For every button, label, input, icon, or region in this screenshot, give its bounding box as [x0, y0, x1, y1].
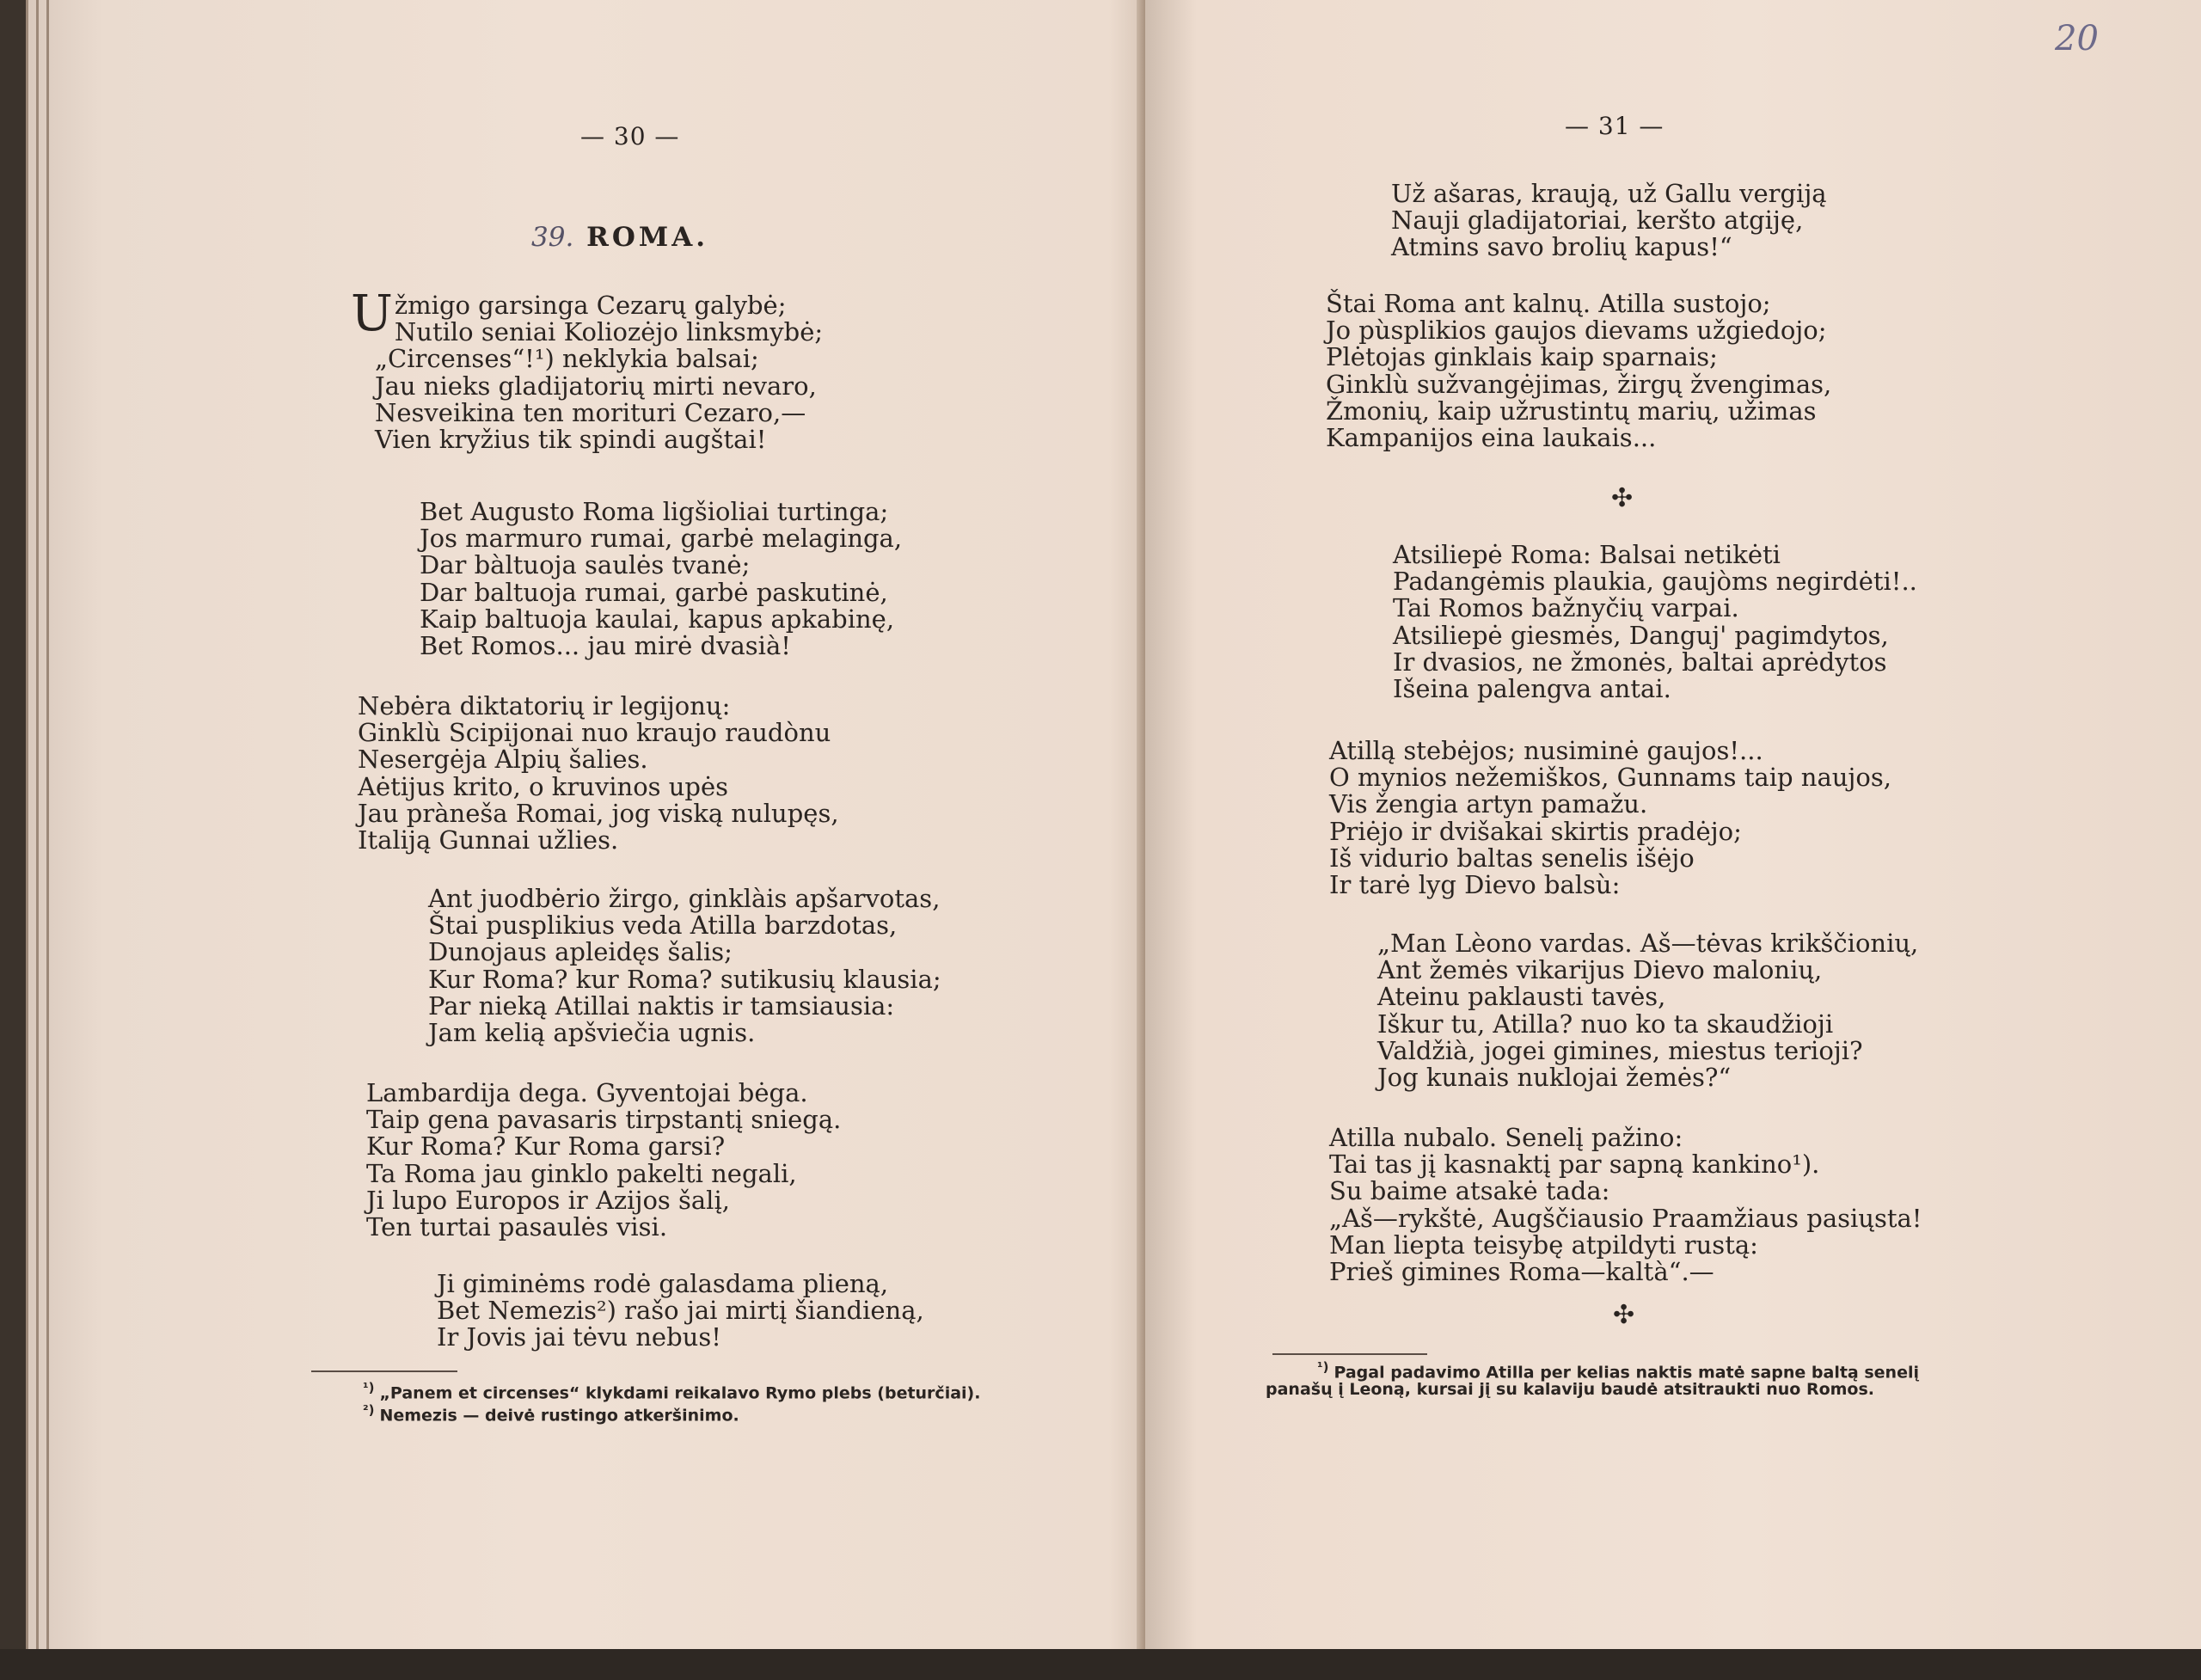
left-page: [26, 0, 1145, 1680]
verse-line: Valdžià, jogei gimines, miestus terioji?: [1377, 1035, 1863, 1065]
stanza-4: [1329, 738, 1891, 898]
drop-cap: U: [351, 284, 393, 342]
verse-line: Ir tarė lyg Dievo balsù:: [1329, 870, 1621, 900]
verse-line: Italiją Gunnai užlies.: [358, 825, 619, 855]
verse-line: Iš vidurio baltas senelis išėjo: [1329, 843, 1695, 873]
poem-title-text: ROMA.: [586, 222, 709, 253]
verse-line: Jos marmuro rumai, garbė melaginga,: [420, 524, 903, 554]
verse-line: Su baime atsakė tada:: [1329, 1176, 1610, 1206]
section-ornament: ✣: [1611, 483, 1634, 513]
verse-line: Jau nieks gladijatorių mirti nevaro,: [375, 371, 817, 401]
footnote-1-continued: panašų į Leoną, kursai jį su kalaviju baudė atsitraukti nuo Romos.: [1266, 1380, 1875, 1399]
verse-line: Prieš gimines Roma—kaltà“.—: [1329, 1257, 1714, 1287]
verse-line: Kampanijos eina laukais...: [1326, 423, 1657, 453]
verse-line: Atsiliepė giesmės, Danguj' pagimdytos,: [1393, 620, 1889, 650]
pencil-page-number: 20: [2055, 19, 2099, 58]
verse-line: Ginklù Scipijonai nuo kraujo raudònu: [358, 718, 831, 748]
verse-line: „Circenses“!¹) neklykia balsai;: [375, 344, 759, 374]
verse-line: Ateinu paklausti tavės,: [1377, 982, 1666, 1012]
footnote-1: $^{^1)}$ „Panem et circenses“ klykdami reikalavo Rymo plebs (beturčiai).: [363, 1380, 981, 1403]
verse-line: Kaip baltuoja kaulai, kapus apkabinę,: [420, 604, 895, 634]
section-ornament: ✣: [1613, 1300, 1635, 1330]
verse-line: Tai tas jį kasnaktį par sapną kankino¹).: [1329, 1150, 1820, 1180]
stanza-5: [366, 1080, 841, 1241]
verse-line: Atillą stebėjos; nusiminė gaujos!...: [1329, 736, 1763, 765]
verse-line: Man liepta teisybę atpildyti rustą:: [1329, 1229, 1758, 1260]
stanza-6: [437, 1271, 924, 1352]
verse-line: Tai Romos bažnyčių varpai.: [1393, 593, 1739, 623]
page-edge: [46, 0, 49, 1680]
verse-line: Užmigo garsinga Cezarų galybė;: [351, 284, 787, 342]
stanza-1: [1391, 181, 1827, 261]
verse-line: Plėtojas ginklais kaip sparnais;: [1326, 342, 1718, 372]
verse-line: „Man Lèono vardas. Aš—tėvas krikščionių,: [1377, 929, 1919, 958]
verse-line: Bet Augusto Roma ligšioliai turtinga;: [420, 497, 889, 526]
footnote-rule: [1272, 1353, 1427, 1355]
scan-background-strip: [0, 1649, 2201, 1680]
verse-line: Štai pusplikius veda Atilla barzdotas,: [428, 911, 898, 941]
verse-line: Dar bàltuoja saulės tvanė;: [420, 550, 751, 580]
poem-title: [531, 222, 708, 253]
stanza-3: [358, 693, 839, 854]
verse-line: Ir dvasios, ne žmonės, baltai aprėdytos: [1393, 647, 1887, 677]
verse-line: Atmins savo brolių kapus!“: [1391, 232, 1732, 262]
footnote-1: $^{^1)}$ Pagal padavimo Atilla per kelias naktis matė sapne baltą senelį: [1317, 1359, 1919, 1383]
stanza-1: [351, 284, 824, 455]
verse-line: Štai Roma ant kalnų. Atilla sustojo;: [1326, 289, 1771, 318]
page-edge: [26, 0, 28, 1680]
verse-line: Atsiliepė Roma: Balsai netikėti: [1393, 540, 1781, 569]
right-page: [1145, 0, 2201, 1680]
verse-line: Ant žemės vikarijus Dievo malonių,: [1377, 955, 1823, 985]
stanza-6: [1329, 1125, 1922, 1285]
footnote-2: $^{^2)}$ Nemezis — deivė rustingo atkeršinimo.: [363, 1402, 739, 1426]
footnote-rule: [311, 1370, 457, 1372]
verse-line: Vien kryžius tik spindi augštai!: [375, 425, 767, 455]
verse-line: Išeina palengva antai.: [1393, 674, 1671, 704]
verse-line: Taip gena pavasaris tirpstantį sniegą.: [366, 1105, 842, 1135]
verse-line: Padangėmis plaukia, gaujòms negirdėti!..: [1393, 567, 1917, 597]
verse-line: Bet Nemezis²) rašo jai mirtį šiandieną,: [437, 1296, 924, 1326]
verse-line: Ginklù sužvangėjimas, žirgų žvengimas,: [1326, 369, 1832, 399]
verse-line: Už ašaras, kraują, už Gallu vergiją: [1391, 179, 1827, 208]
page-number: — 31 —: [1565, 112, 1665, 140]
verse-line: „Aš—rykštė, Augščiausio Praamžiaus pasiųsta!: [1329, 1203, 1922, 1233]
verse-line: Jam kelią apšviečia ugnis.: [428, 1018, 756, 1048]
verse-line: Aėtijus krito, o kruvinos upės: [358, 771, 729, 801]
verse-line: Iškur tu, Atilla? nuo ko ta skaudžioji: [1377, 1009, 1834, 1039]
verse-line: Ta Roma jau ginklo pakelti negali,: [366, 1158, 797, 1188]
verse-line: Kur Roma? kur Roma? sutikusių klausia;: [428, 964, 941, 994]
verse-line: Ji lupo Europos ir Azijos šalį,: [366, 1185, 730, 1215]
verse-line: Žmonių, kaip užrustintų marių, užimas: [1326, 395, 1817, 426]
page-number: — 30 —: [580, 122, 680, 150]
verse-line: Par nieką Atillai naktis ir tamsiausia:: [428, 990, 895, 1021]
verse-line: Nebėra diktatorių ir legijonų:: [358, 691, 731, 720]
stanza-3: [1393, 542, 1917, 702]
verse-line: Dar baltuoja rumai, garbė paskutinė,: [420, 577, 888, 607]
verse-line: Nesveikina ten morituri Cezaro,—: [375, 397, 806, 427]
verse-line: Ji giminėms rodė galasdama plieną,: [437, 1269, 889, 1298]
verse-line: Dunojaus apleidęs šalis;: [428, 937, 733, 967]
verse-line: Jau prànešа Romai, jog viską nulupęs,: [358, 798, 839, 828]
verse-line: Kur Roma? Kur Roma garsi?: [366, 1131, 726, 1162]
poem-number: 39.: [531, 222, 574, 253]
verse-line: Jog kunais nuklojai žemės?“: [1377, 1063, 1732, 1093]
verse-line: Nesergėja Alpių šalies.: [358, 745, 648, 775]
stanza-2: [420, 499, 902, 659]
verse-line: Bet Romos... jau mirė dvasià!: [420, 631, 791, 661]
verse-line: Ir Jovis jai tėvu nebus!: [437, 1322, 721, 1352]
verse-line: Lambardija dega. Gyventojai bėga.: [366, 1078, 808, 1107]
verse-line: Ten turtai pasaulės visi.: [366, 1212, 668, 1242]
verse-line: Atilla nubalo. Senelį pažino:: [1329, 1123, 1683, 1152]
verse-line: Ant juodbėrio žirgo, ginklàis apšarvotas,: [428, 884, 941, 913]
stanza-4: [428, 886, 941, 1046]
stanza-5: [1377, 930, 1918, 1091]
verse-line: Vis žengia artyn pamažu.: [1329, 789, 1648, 819]
verse-line: Jo pùsplikios gaujos dievams užgiedojo;: [1326, 316, 1827, 346]
verse-line: Priėjo ir dvišakai skirtis pradėjo;: [1329, 816, 1742, 846]
verse-line: Nauji gladijatoriai, keršto atgiję,: [1391, 205, 1804, 236]
verse-line: Nutilo seniai Koliozėjo linksmybė;: [394, 317, 824, 347]
verse-line: O mynios nežemiškos, Gunnams taip naujos,: [1329, 763, 1891, 793]
stanza-2: [1326, 291, 1831, 451]
page-edge: [36, 0, 39, 1680]
